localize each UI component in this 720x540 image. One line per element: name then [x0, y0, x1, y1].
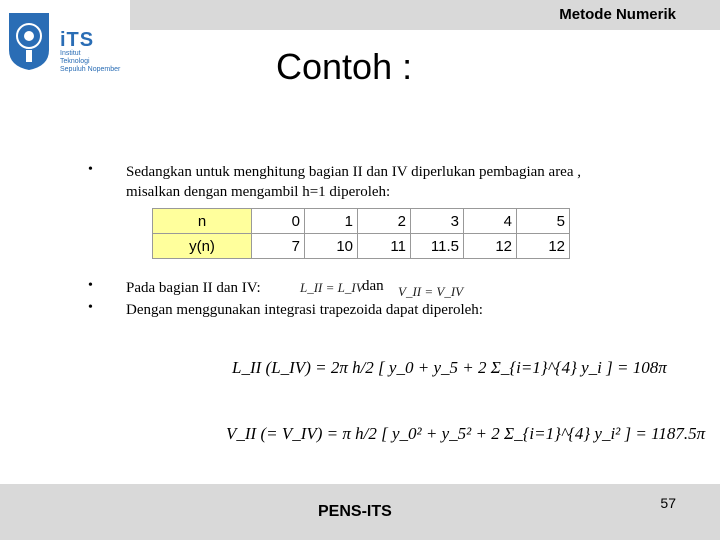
table-header-cell: n	[153, 209, 252, 234]
bullet-item	[88, 278, 261, 298]
logo-wordmark: iTS	[60, 29, 95, 51]
table-cell: 3	[411, 209, 464, 234]
logo-line-2: Teknologi	[60, 58, 90, 65]
bullet-text: Sedangkan untuk menghitung bagian II dan IV diperlukan pembagian area ,	[126, 164, 582, 180]
footer-label: PENS-ITS	[318, 503, 392, 520]
connector-word: dan	[362, 278, 384, 294]
formula-vii: V_II (= V_IV) = π h/2 [ y_0² + y_5² + 2 Σ_{i=1}^{4} y_i² ] = 1187.5π	[226, 424, 706, 443]
table-cell: 5	[517, 209, 570, 234]
page-number: 57	[660, 495, 676, 511]
course-title: Metode Numerik	[559, 6, 676, 23]
data-table	[152, 208, 570, 259]
slide-title: Contoh :	[276, 46, 413, 87]
bullet-marker: •	[88, 300, 93, 315]
table-cell: 4	[464, 209, 517, 234]
table-row	[153, 209, 570, 234]
logo-line-1: Institut	[60, 50, 81, 57]
table-cell: 11	[358, 234, 411, 259]
table-cell: 11.5	[411, 234, 464, 259]
table-cell: 12	[464, 234, 517, 259]
its-logo	[6, 10, 131, 76]
formula-l-equal: L_II = L_IV	[300, 280, 364, 295]
bullet-text: Pada bagian II dan IV:	[126, 280, 261, 296]
its-emblem-icon	[6, 10, 52, 72]
table-cell: 10	[305, 234, 358, 259]
bullet-item	[88, 162, 581, 202]
table-header-cell: y(n)	[153, 234, 252, 259]
bullet-text: Dengan menggunakan integrasi trapezoida dapat diperoleh:	[126, 302, 483, 318]
bullet-text: misalkan dengan mengambil h=1 diperoleh:	[126, 184, 391, 200]
bullet-item	[88, 300, 483, 320]
bullet-marker: •	[88, 162, 93, 177]
table-cell: 7	[252, 234, 305, 259]
formula-lii: L_II (L_IV) = 2π h/2 [ y_0 + y_5 + 2 Σ_{i=1}^{4} y_i ] = 108π	[232, 358, 667, 377]
bullet-marker: •	[88, 278, 93, 293]
table-cell: 0	[252, 209, 305, 234]
table-cell: 12	[517, 234, 570, 259]
table-cell: 1	[305, 209, 358, 234]
table-row	[153, 234, 570, 259]
formula-v-equal: V_II = V_IV	[398, 284, 464, 299]
logo-line-3: Sepuluh Nopember	[60, 66, 121, 73]
table-cell: 2	[358, 209, 411, 234]
